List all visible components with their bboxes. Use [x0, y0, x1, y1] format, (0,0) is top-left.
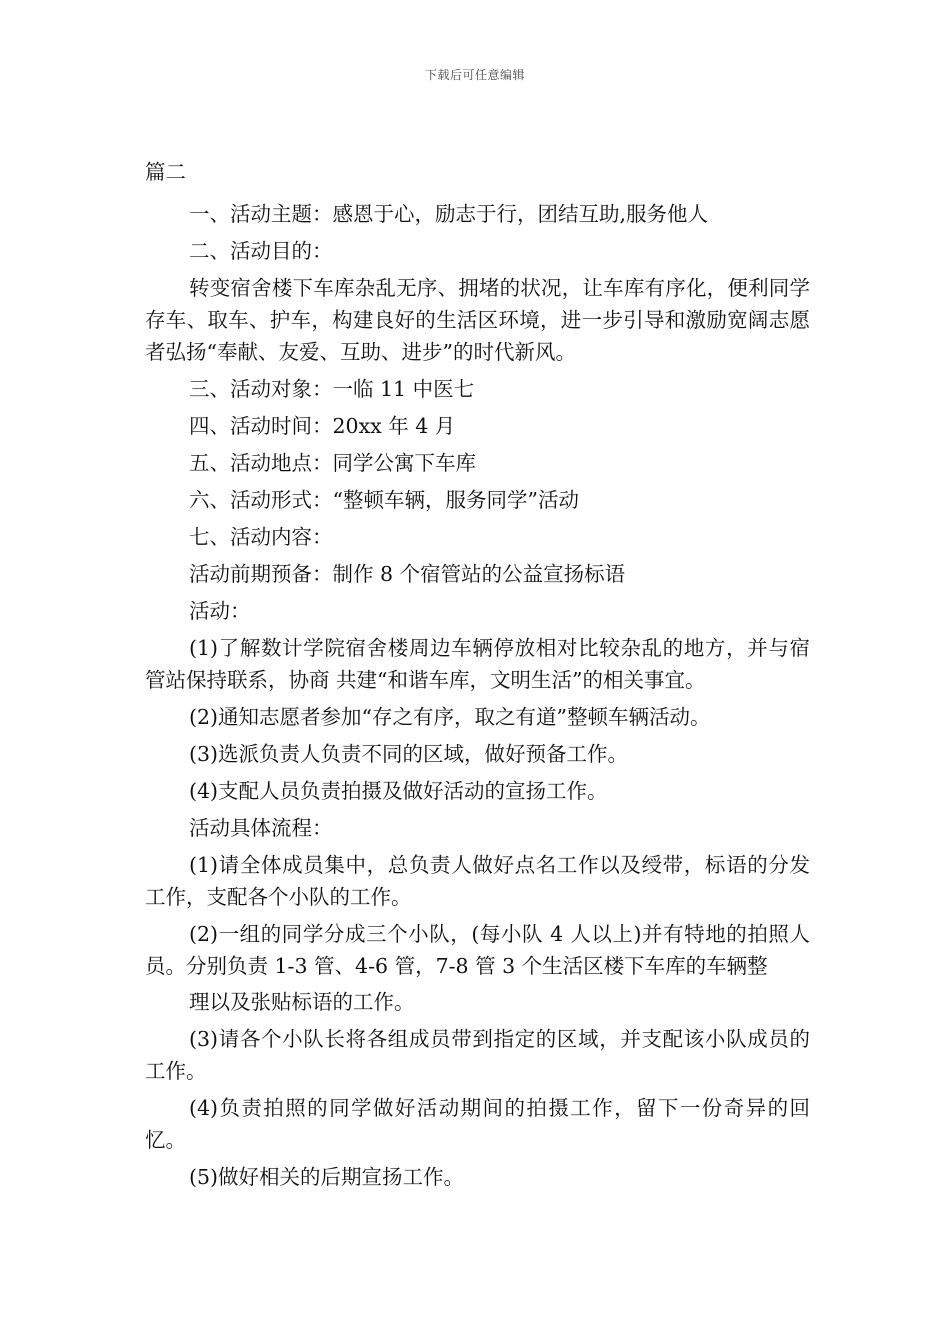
- paragraph-process-5: (5)做好相关的后期宣扬工作。: [189, 1165, 465, 1189]
- paragraph-process-2: (2)一组的同学分成三个小队，(每小队 4 人以上)并有特地的拍照人员。分别负责 1-3 管、4-6 管，7-8 管 3 个生活区楼下车库的车辆整: [145, 922, 810, 978]
- document-body: [145, 156, 810, 1198]
- paragraph-activity-1: (1)了解数计学院宿舍楼周边车辆停放相对比较杂乱的地方，并与宿管站保持联系，协商 共建“和谐车库，文明生活”的相关事宜。: [145, 636, 810, 692]
- paragraph-process-3: (3)请各个小队长将各组成员带到指定的区域，并支配该小队成员的工作。: [145, 1027, 810, 1083]
- paragraph-process-1: (1)请全体成员集中，总负责人做好点名工作以及绶带，标语的分发工作，支配各个小队的工作。: [145, 853, 810, 909]
- paragraph-activity-2: (2)通知志愿者参加“存之有序，取之有道”整顿车辆活动。: [189, 705, 711, 729]
- paragraph-theme: 一、活动主题：感恩于心，励志于行，团结互助,服务他人: [189, 202, 709, 226]
- paragraph-content-title: 七、活动内容：: [189, 525, 333, 549]
- paragraph-preparation: 活动前期预备：制作 8 个宿管站的公益宣扬标语: [189, 562, 626, 586]
- paragraph-purpose-body: 转变宿舍楼下车库杂乱无序、拥堵的状况，让车库有序化，便利同学存车、取车、护车，构建良好的生活区环境，进一步引导和激励宽阔志愿者弘扬“奉献、友爱、互助、进步”的时代新风。: [145, 276, 810, 364]
- paragraph-target: 三、活动对象：一临 11 中医七: [189, 377, 475, 401]
- paragraph-purpose-title: 二、活动目的：: [189, 239, 333, 263]
- page-header: 下载后可任意编辑: [424, 68, 525, 82]
- paragraph-activity-title: 活动：: [189, 599, 251, 623]
- paragraph-process-4: (4)负责拍照的同学做好活动期间的拍摄工作，留下一份奇异的回忆。: [145, 1096, 810, 1152]
- section-heading: 篇二: [145, 160, 186, 184]
- paragraph-form: 六、活动形式：“整顿车辆，服务同学”活动: [189, 488, 579, 512]
- paragraph-location: 五、活动地点：同学公寓下车库: [189, 451, 476, 475]
- paragraph-process-title: 活动具体流程：: [189, 816, 333, 840]
- paragraph-process-2-continued: 理以及张贴标语的工作。: [189, 990, 415, 1014]
- paragraph-activity-4: (4)支配人员负责拍摄及做好活动的宣扬工作。: [189, 779, 608, 803]
- paragraph-activity-3: (3)选派负责人负责不同的区域，做好预备工作。: [189, 742, 629, 766]
- paragraph-time: 四、活动时间：20xx 年 4 月: [189, 414, 456, 438]
